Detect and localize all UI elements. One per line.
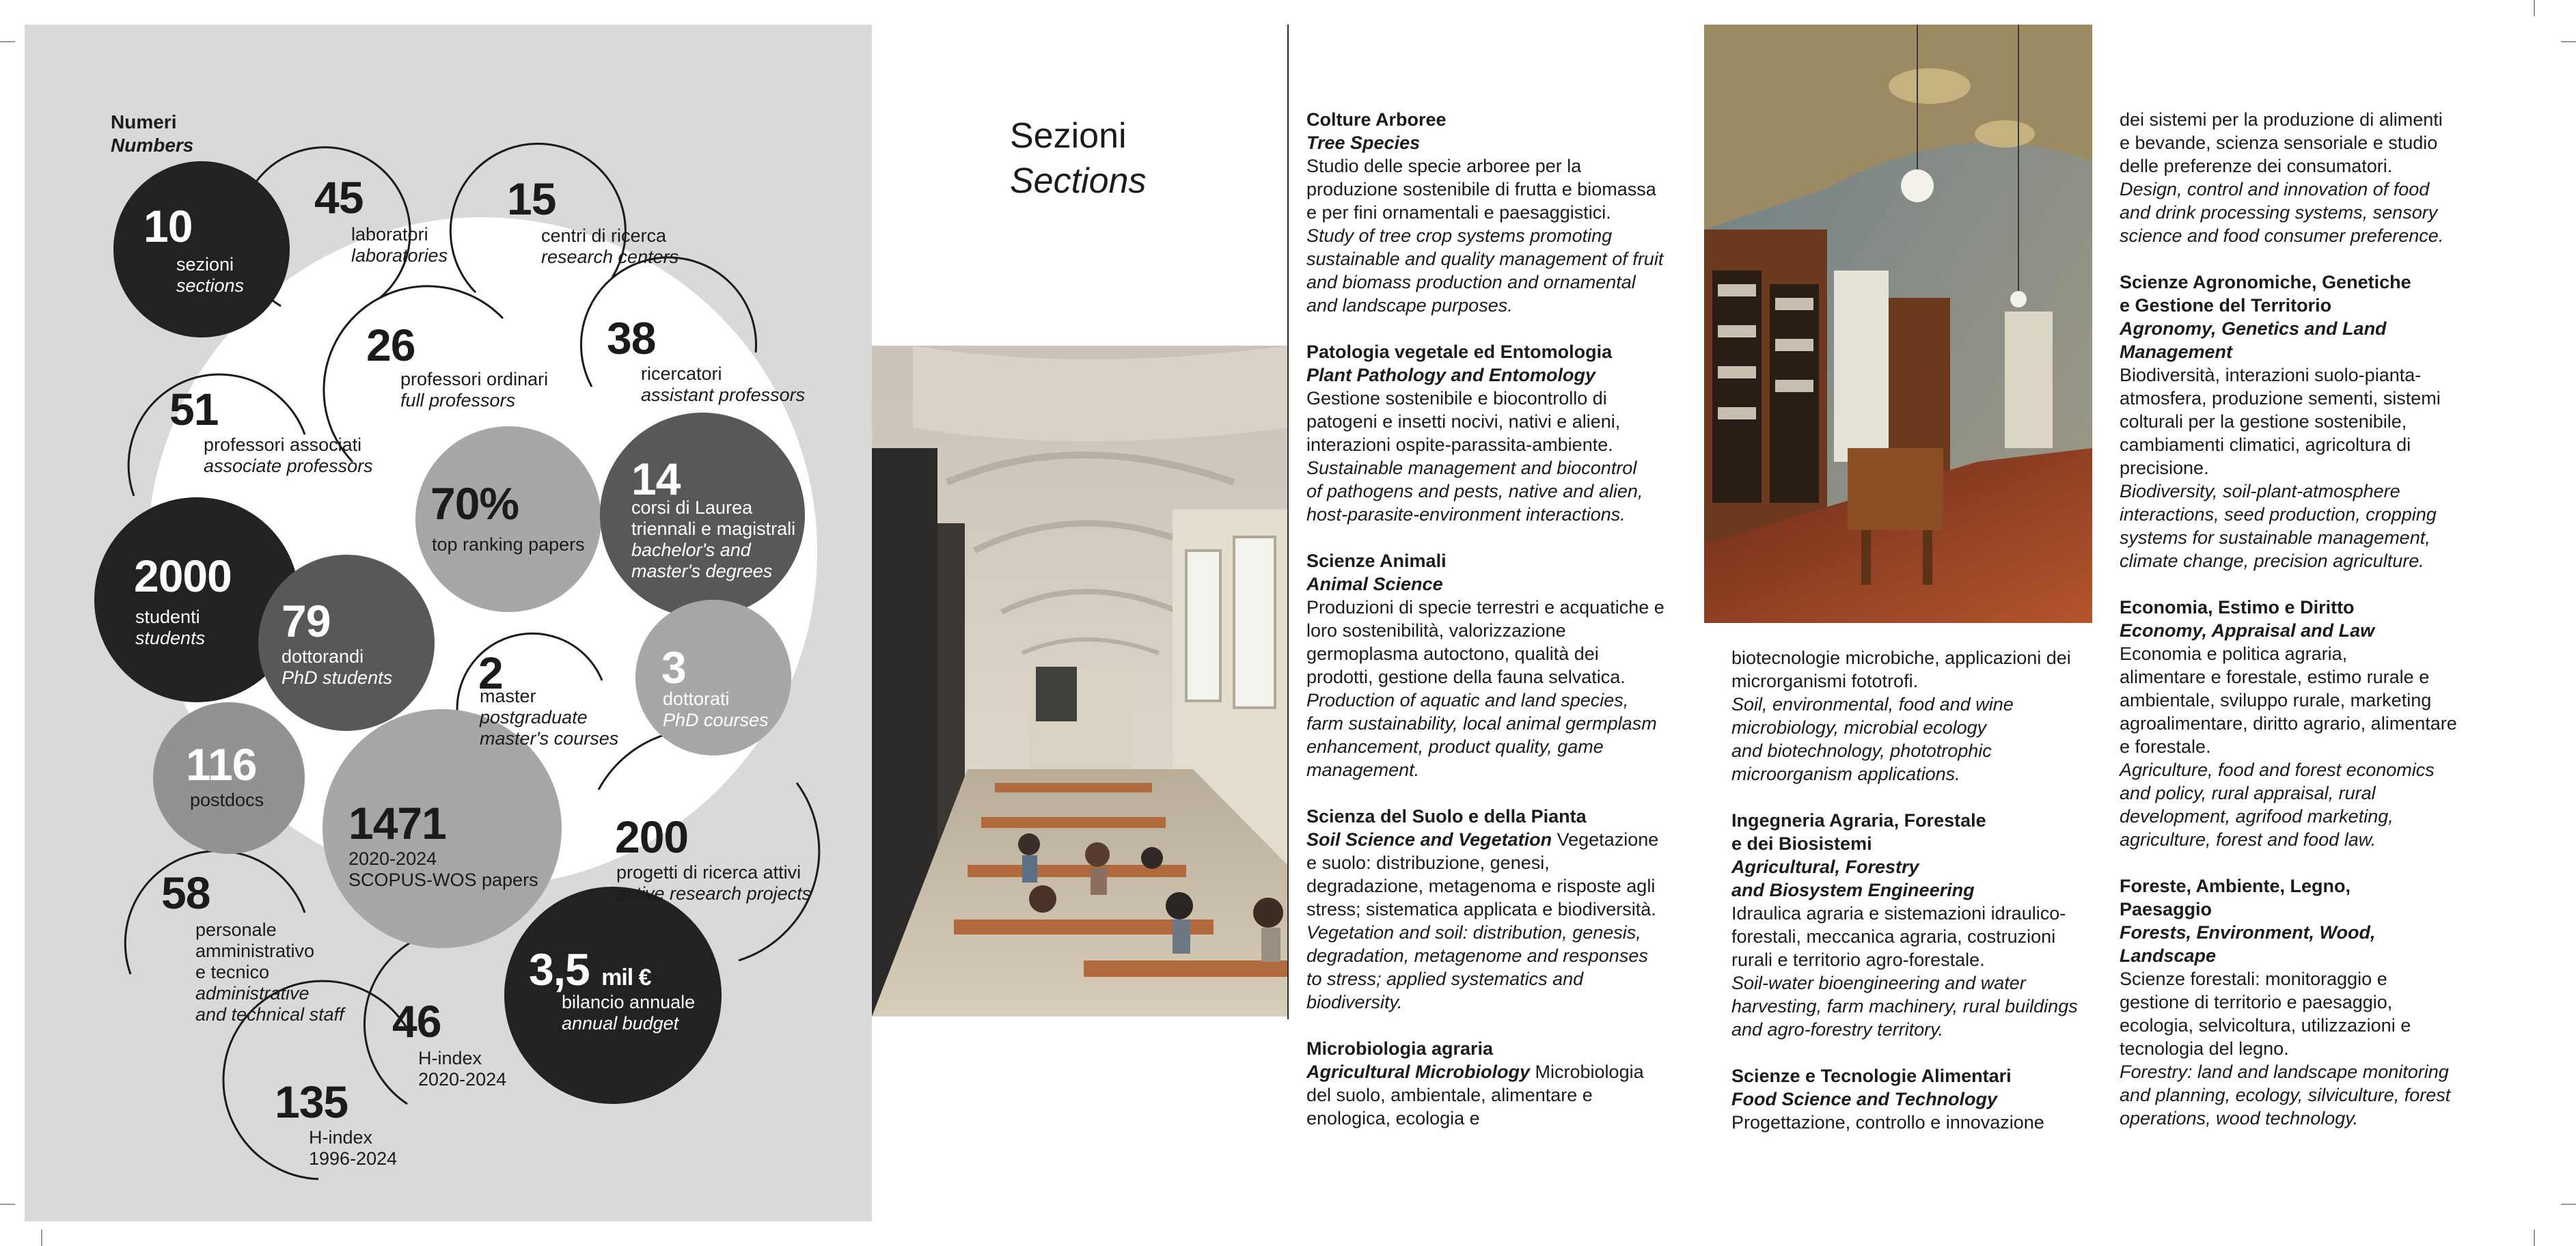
section-text-en: Design, control and innovation of food <box>2120 179 2430 199</box>
stat-label-associate-professors: professori associati associate professors <box>204 434 373 476</box>
section-title-en: Management <box>2120 342 2233 362</box>
section-text: produzione sostenibile di frutta e biomassa <box>1306 179 1656 199</box>
section-text-en: management. <box>1306 760 1420 780</box>
stat-label-phd-students: dottorandi PhD students <box>282 646 393 688</box>
sections-column-1 <box>1306 108 1689 1153</box>
stat-label-top-ranking: top ranking papers <box>432 534 585 555</box>
stat-label-papers: 2020-2024 SCOPUS-WOS papers <box>348 848 538 890</box>
section-text-en: and planning, ecology, silviculture, forest <box>2120 1085 2451 1105</box>
crop-mark <box>2561 41 2576 42</box>
stat-value-papers: 1471 <box>348 798 446 848</box>
section-title: Scienza del Suolo e della Pianta <box>1306 806 1587 827</box>
section-text-en: agriculture, forest and food law. <box>2120 829 2376 850</box>
section-microbiology-continued <box>1731 646 2114 786</box>
reading-room-photo <box>872 346 1287 1016</box>
stat-label-sections: sezioni sections <box>176 254 245 296</box>
historic-library-photo <box>1704 25 2092 623</box>
section-text-en: Production of aquatic and land species, <box>1306 690 1629 710</box>
section-text-en: Agriculture, food and forest economics <box>2120 760 2435 780</box>
section-text: degradazione, metagenoma e risposte agli <box>1306 876 1656 896</box>
section-biosystem-engineering <box>1731 809 2114 1041</box>
section-title-en: Tree Species <box>1306 133 1421 153</box>
section-text: e per fini ornamentali e paesaggistici. <box>1306 202 1611 223</box>
section-title-en: Forests, Environment, Wood, <box>2120 922 2376 943</box>
sections-column-2 <box>1731 646 2114 1157</box>
section-title: Economia, Estimo e Diritto <box>2120 597 2355 618</box>
section-text-en: operations, wood technology. <box>2120 1108 2359 1129</box>
crop-mark <box>0 41 15 42</box>
section-text: Biodiversità, interazioni suolo-pianta- <box>2120 365 2422 385</box>
section-title-en: Food Science and Technology <box>1731 1089 1998 1109</box>
section-title-en: and Biosystem Engineering <box>1731 880 1975 900</box>
stat-value-phd-students: 79 <box>282 596 331 646</box>
stat-label-assistant-professors: ricercatori assistant professors <box>641 363 806 405</box>
section-text: loro sostenibilità, valorizzazione <box>1306 620 1566 641</box>
section-text: microrganismi fototrofi. <box>1731 671 1919 691</box>
crop-mark <box>2534 0 2535 16</box>
section-title: Microbiologia agraria <box>1306 1038 1494 1059</box>
section-text-inline: Vegetazione <box>1552 829 1659 850</box>
stat-value-phd-courses: 3 <box>661 642 686 693</box>
section-text: colturali per la gestione sostenibile, <box>2120 411 2407 432</box>
section-text: dei sistemi per la produzione di alimenti <box>2120 109 2443 130</box>
section-text: agroalimentare, diritto agrario, alimentare <box>2120 713 2457 734</box>
stat-value-full-professors: 26 <box>366 320 415 370</box>
section-agricultural-microbiology <box>1306 1037 1689 1130</box>
section-plant-pathology <box>1306 340 1689 526</box>
crop-mark <box>2534 1230 2535 1246</box>
section-text: Gestione sostenibile e biocontrollo di <box>1306 388 1607 409</box>
section-title-en: Economy, Appraisal and Law <box>2120 620 2375 641</box>
stat-label-staff: personale amministrativo e tecnico administrative and technical staff <box>195 919 344 1025</box>
section-title-en: Agricultural Microbiology <box>1306 1062 1531 1082</box>
section-text: germoplasma autoctono, qualità dei <box>1306 643 1599 664</box>
section-text-en: Soil, environmental, food and wine <box>1731 694 2014 715</box>
section-text-en: enhancement, product quality, game <box>1306 736 1604 757</box>
section-text: forestali, meccanica agraria, costruzioni <box>1731 926 2056 947</box>
section-title: Ingegneria Agraria, Forestale <box>1731 810 1986 831</box>
stat-value-h-index-total: 135 <box>275 1077 348 1127</box>
circle-sections <box>113 161 290 337</box>
stat-value-students: 2000 <box>134 551 232 601</box>
section-text-en: climate change, precision agriculture. <box>2120 551 2424 571</box>
section-text: Produzioni di specie terrestri e acquatiche e <box>1306 597 1664 618</box>
stat-value-sections: 10 <box>143 201 193 251</box>
section-text: gestione di territorio e paesaggio, <box>2120 992 2393 1012</box>
section-title: e Gestione del Territorio <box>2120 295 2332 316</box>
heading-it: Numeri <box>111 111 177 133</box>
section-text-en: Vegetation and soil: distribution, genesis, <box>1306 922 1641 943</box>
section-text: interazioni ospite-parassita-ambiente. <box>1306 434 1613 455</box>
section-text-en: sustainable and quality management of fruit <box>1306 249 1664 269</box>
section-text-en: and biomass production and ornamental <box>1306 272 1636 292</box>
stat-value-research-centers: 15 <box>507 174 556 224</box>
section-text-en: harvesting, farm machinery, rural buildings <box>1731 996 2078 1016</box>
section-text-en: and policy, rural appraisal, rural <box>2120 783 2376 803</box>
section-title: Patologia vegetale ed Entomologia <box>1306 342 1613 362</box>
heading-en: Numbers <box>111 135 194 156</box>
section-text: ecologia, selvicoltura, utilizzazioni e <box>2120 1015 2411 1036</box>
sections-title-it: Sezioni <box>1010 116 1127 156</box>
section-text: patogeni e insetti nocivi, nativi e alieni, <box>1306 411 1621 432</box>
section-title-en: Landscape <box>2120 945 2217 966</box>
section-text: e bevande, scienza sensoriale e studio <box>2120 133 2438 153</box>
stat-value-degrees: 14 <box>631 454 681 504</box>
section-text: Economia e politica agraria, <box>2120 643 2348 664</box>
section-title: Foreste, Ambiente, Legno, <box>2120 876 2351 896</box>
section-text-en: and drink processing systems, sensory <box>2120 202 2438 223</box>
sections-title-en: Sections <box>1010 161 1147 201</box>
sections-column-3 <box>2120 108 2502 1153</box>
section-text: rurali e territorio agro-forestale. <box>1731 950 1985 970</box>
stat-label-degrees: corsi di Laurea triennali e magistrali bachelor's and master's degrees <box>631 497 796 581</box>
section-title-en: Agricultural, Forestry <box>1731 857 1919 877</box>
section-soil-science <box>1306 805 1689 1014</box>
crop-mark <box>2561 1204 2576 1205</box>
section-text: cambiamenti climatici, agricoltura di <box>2120 434 2411 455</box>
section-text: stress; sistematica applicata e biodiversità. <box>1306 899 1656 919</box>
section-agronomy <box>2120 271 2502 572</box>
stat-label-research-centers: centri di ricerca research centers <box>541 225 679 267</box>
section-text-en: host-parasite-environment interactions. <box>1306 504 1626 525</box>
section-text-en: and agro-forestry territory. <box>1731 1019 1944 1040</box>
section-forests <box>2120 874 2502 1130</box>
stat-label-laboratories: laboratori laboratories <box>351 224 448 266</box>
section-text-en: and landscape purposes. <box>1306 295 1513 316</box>
section-text-en: and biotechnology, phototrophic <box>1731 740 1992 761</box>
section-tree-species <box>1306 108 1689 317</box>
section-text-en: Soil-water bioengineering and water <box>1731 973 2026 993</box>
section-title: Colture Arboree <box>1306 109 1447 130</box>
stat-value-laboratories: 45 <box>314 172 364 223</box>
section-text: tecnologia del legno. <box>2120 1038 2289 1059</box>
section-text: Studio delle specie arboree per la <box>1306 156 1582 176</box>
section-text-en: systems for sustainable management, <box>2120 527 2430 548</box>
section-text-en: Study of tree crop systems promoting <box>1306 225 1613 246</box>
section-text: alimentare e forestale, estimo rurale e <box>2120 667 2430 687</box>
stat-label-research-projects: progetti di ricerca attivi active research projects <box>616 862 812 904</box>
stat-value-assistant-professors: 38 <box>607 313 656 363</box>
section-text-en: Sustainable management and biocontrol <box>1306 458 1637 478</box>
section-text-en: microbiology, microbial ecology <box>1731 717 1987 738</box>
stat-value-top-ranking: 70% <box>430 478 519 529</box>
section-text: del suolo, ambientale, alimentare e <box>1306 1085 1593 1105</box>
section-title: e dei Biosistemi <box>1731 833 1872 854</box>
section-text: Progettazione, controllo e innovazione <box>1731 1112 2044 1133</box>
section-text: biotecnologie microbiche, applicazioni dei <box>1731 648 2071 668</box>
circle-phd-courses <box>635 600 791 756</box>
section-food-science-continued <box>2120 108 2502 247</box>
column-divider <box>1287 25 1289 1019</box>
section-text: ambientale, sviluppo rurale, marketing <box>2120 690 2432 710</box>
stat-label-postdocs: postdocs <box>190 790 264 810</box>
section-title-en: Agronomy, Genetics and Land <box>2120 318 2387 339</box>
stat-value-research-projects: 200 <box>615 812 689 862</box>
stat-label-h-index-recent: H-index 2020-2024 <box>418 1048 507 1090</box>
section-text-en: development, agrifood marketing, <box>2120 806 2394 827</box>
section-text: atmosfera, produzione sementi, sistemi <box>2120 388 2441 409</box>
section-animal-science <box>1306 549 1689 781</box>
section-text: e forestale. <box>2120 736 2211 757</box>
section-title: Scienze Agronomiche, Genetiche <box>2120 272 2411 292</box>
section-text-inline: Microbiologia <box>1530 1062 1644 1082</box>
numbers-panel <box>25 25 872 1221</box>
section-text-en: microorganism applications. <box>1731 764 1960 784</box>
section-title-en: Animal Science <box>1306 574 1443 594</box>
section-title: Scienze Animali <box>1306 551 1447 571</box>
stat-label-students: studenti students <box>135 607 206 648</box>
stat-label-phd-courses: dottorati PhD courses <box>663 689 769 730</box>
section-text-en: Biodiversity, soil-plant-atmosphere <box>2120 481 2400 501</box>
stat-value-staff: 58 <box>161 868 210 918</box>
section-title: Paesaggio <box>2120 899 2212 919</box>
section-title-en: Soil Science and Vegetation <box>1306 829 1552 850</box>
section-text-en: interactions, seed production, cropping <box>2120 504 2437 525</box>
stat-value-budget: 3,5 mil € <box>529 944 651 995</box>
section-economy <box>2120 596 2502 851</box>
section-text: prodotti, gestione della fauna selvatica. <box>1306 667 1626 687</box>
section-text: delle preferenze dei consumatori. <box>2120 156 2393 176</box>
section-text-en: farm sustainability, local animal germplasm <box>1306 713 1657 734</box>
section-title-en-line <box>1306 1060 1689 1083</box>
section-text-en: biodiversity. <box>1306 992 1403 1012</box>
section-text: enologica, ecologia e <box>1306 1108 1480 1129</box>
stat-label-budget: bilancio annuale annual budget <box>562 992 696 1034</box>
stat-label-full-professors: professori ordinari full professors <box>400 369 549 411</box>
section-text: e suolo: distribuzione, genesi, <box>1306 853 1550 873</box>
section-title-en: Plant Pathology and Entomology <box>1306 365 1596 385</box>
section-title-en-line <box>1306 828 1689 851</box>
section-text-en: of pathogens and pests, native and alien, <box>1306 481 1643 501</box>
stat-value-h-index-recent: 46 <box>392 996 441 1047</box>
section-text-en: degradation, metagenome and responses <box>1306 945 1648 966</box>
stat-label-h-index-total: H-index 1996-2024 <box>309 1127 398 1169</box>
numbers-heading <box>111 111 193 157</box>
stat-value-postdocs: 116 <box>186 739 257 790</box>
section-title: Scienze e Tecnologie Alimentari <box>1731 1066 2012 1086</box>
section-text-en: Forestry: land and landscape monitoring <box>2120 1062 2449 1082</box>
stat-value-associate-professors: 51 <box>169 384 219 434</box>
section-text: precisione. <box>2120 458 2209 478</box>
section-food-science <box>1731 1064 2114 1134</box>
budget-unit: mil € <box>601 965 651 991</box>
crop-mark <box>41 1230 42 1246</box>
sections-title <box>1010 113 1146 204</box>
section-text-en: to stress; applied systematics and <box>1306 969 1584 989</box>
crop-mark <box>0 1204 15 1205</box>
stat-value-master: 2 <box>478 648 503 698</box>
section-text: Idraulica agraria e sistemazioni idraulico- <box>1731 903 2066 924</box>
section-text: Scienze forestali: monitoraggio e <box>2120 969 2387 989</box>
section-text-en: science and food consumer preference. <box>2120 225 2444 246</box>
stat-label-master: master postgraduate master's courses <box>480 686 619 749</box>
